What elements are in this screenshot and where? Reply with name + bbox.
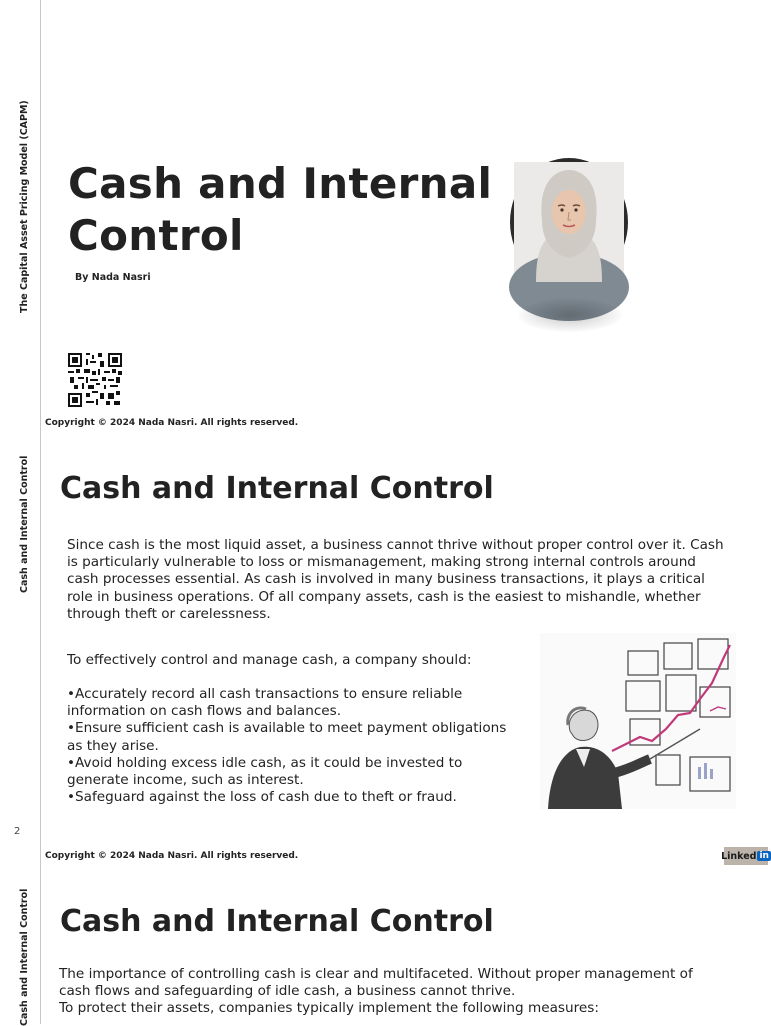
- page3-measures-line: To protect their assets, companies typically implement the following measures:: [59, 1000, 599, 1017]
- copyright-notice: Copyright © 2024 Nada Nasri. All rights reserved.: [45, 851, 299, 861]
- page3-paragraph: [59, 966, 719, 1018]
- copyright-notice: Copyright © 2024 Nada Nasri. All rights reserved.: [45, 418, 299, 428]
- intro-paragraph: Since cash is the most liquid asset, a business cannot thrive without proper control over it. Cash is particularly vulnerable to loss or mismanagement, making strong internal controls around cash processes essential. As cash is involved in many business transactions, it plays a critical role in business operations. Of all company assets, cash is the easiest to mishandle, whether through theft or carelessness.: [67, 537, 724, 622]
- author-portrait: [510, 158, 628, 286]
- bullet-item: •Safeguard against the loss of cash due to theft or fraud.: [67, 789, 457, 806]
- page3-intro: The importance of controlling cash is clear and multifaceted. Without proper management of cash flows and safeguarding of idle cash, a business cannot thrive.: [59, 966, 693, 1000]
- section-heading: Cash and Internal Control: [60, 904, 494, 939]
- side-label: Cash and Internal Control: [19, 888, 30, 1026]
- bullet-item: •Ensure sufficient cash is available to meet payment obligations as they arise.: [67, 720, 507, 754]
- side-label: The Capital Asset Pricing Model (CAPM): [19, 100, 30, 313]
- page-spine-line: [40, 866, 41, 1024]
- page-spine-line: [40, 0, 41, 433]
- cover-title: Cash and Internal Control: [68, 159, 493, 260]
- bullet-item: •Avoid holding excess idle cash, as it could be invested to generate income, such as interest.: [67, 754, 463, 789]
- lead-paragraph: To effectively control and manage cash, a company should:: [67, 652, 472, 668]
- portrait-shadow: [518, 298, 622, 332]
- section-heading: Cash and Internal Control: [60, 471, 494, 506]
- side-label: Cash and Internal Control: [19, 455, 30, 593]
- content-page-2: [0, 433, 768, 866]
- linkedin-in-badge: in: [759, 851, 769, 861]
- page-spine-line: [40, 433, 41, 866]
- linkedin-icon[interactable]: [721, 847, 769, 865]
- presenter-chart-sketch: [540, 633, 736, 809]
- qr-code-icon: [68, 353, 122, 407]
- page-number: 2: [14, 826, 21, 837]
- cash-control-bullets: [67, 686, 517, 806]
- linkedin-wordmark: Linked: [721, 850, 757, 862]
- bullet-item: •Accurately record all cash transactions to ensure reliable information on cash flows and balances.: [67, 686, 463, 720]
- author-portrait-illustration: [514, 162, 624, 282]
- author-byline: By Nada Nasri: [75, 272, 151, 283]
- cover-page: [0, 0, 768, 433]
- content-page-3: [0, 866, 768, 1024]
